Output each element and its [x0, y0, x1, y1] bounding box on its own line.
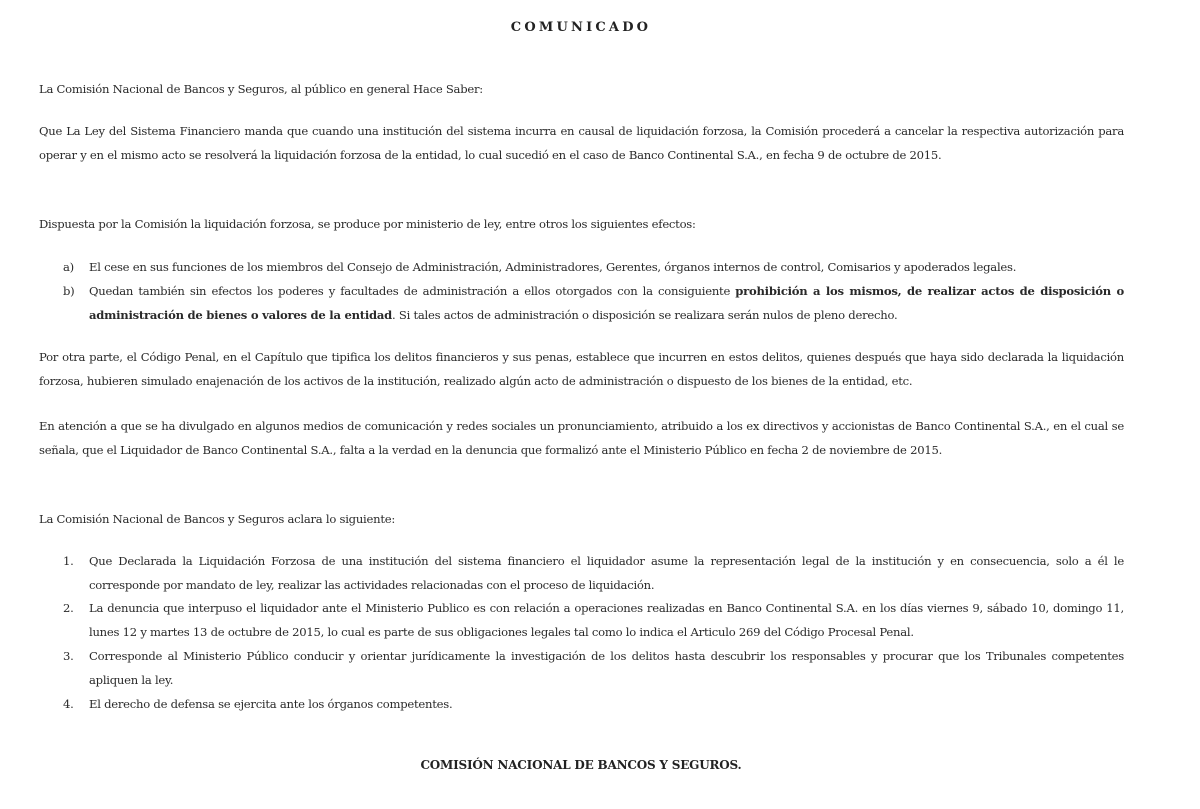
clarification-item-1 — [63, 550, 1124, 597]
clarification-item-3 — [63, 645, 1124, 692]
clarification-text: Corresponde al Ministerio Público conducir y orientar jurídicamente la investigación de los delitos hasta descubrir los responsables y procurar que los Tribunales competentes apliquen la ley. — [89, 649, 1124, 687]
document-title: COMUNICADO — [510, 20, 652, 35]
effect-text-regular: Quedan también sin efectos los poderes y facultades de administración a ellos otorgados con la consiguiente — [89, 284, 736, 298]
effect-text-bold: prohibición a los mismos, de realizar actos de disposición o administración de bienes o valores de la entidad — [89, 284, 1124, 322]
list-marker: a) — [63, 260, 74, 274]
paragraph-liquidacion-efectos: Dispuesta por la Comisión la liquidación forzosa, se produce por ministerio de ley, entre otros los siguientes efectos: — [39, 217, 696, 231]
effect-item-a — [63, 256, 1124, 280]
clarification-item-4 — [63, 693, 1124, 717]
list-number: 4. — [63, 697, 74, 711]
list-number: 2. — [63, 601, 74, 615]
effect-text: El cese en sus funciones de los miembros del Consejo de Administración, Administradores, Gerentes, órganos internos de control, Comisarios y apoderados legales. — [89, 260, 1017, 274]
clarification-item-2 — [63, 597, 1124, 644]
list-number: 1. — [63, 554, 74, 568]
clarification-text: El derecho de defensa se ejercita ante los órganos competentes. — [89, 697, 453, 711]
paragraph-aclara: La Comisión Nacional de Bancos y Seguros aclara lo siguiente: — [39, 512, 396, 526]
paragraph-pronunciamiento: En atención a que se ha divulgado en algunos medios de comunicación y redes sociales un pronunciamiento, atribuido a los ex directivos y accionistas de Banco Continental S.A., en el cual se señala, que el Liquidador de Banco Continental S.A., falta a la verdad en la denuncia que formalizó ante el Ministerio Público en fecha 2 de noviembre de 2015. — [39, 419, 1124, 457]
signature: COMISIÓN NACIONAL DE BANCOS Y SEGUROS. — [420, 758, 742, 772]
clarification-text: La denuncia que interpuso el liquidador ante el Ministerio Publico es con relación a operaciones realizadas en Banco Continental S.A. en los días viernes 9, sábado 10, domingo 11, lunes 12 y martes 13 de octubre de 2015, lo cual es parte de sus obligaciones legales tal como lo indica el Articulo 269 del Código Procesal Penal. — [89, 601, 1124, 639]
clarification-text: Que Declarada la Liquidación Forzosa de una institución del sistema financiero el liquidador asume la representación legal de la institución y en consecuencia, solo a él le corresponde por mandato de ley, realizar las actividades relacionadas con el proceso de liquidación. — [89, 554, 1124, 592]
intro-paragraph: La Comisión Nacional de Bancos y Seguros, al público en general Hace Saber: — [39, 82, 483, 96]
effect-text-after: . Si tales actos de administración o disposición se realizara serán nulos de pleno derecho. — [392, 307, 898, 322]
paragraph-codigo-penal: Por otra parte, el Código Penal, en el Capítulo que tipifica los delitos financieros y sus penas, establece que incurren en estos delitos, quienes después que haya sido declarada la liquidación forzosa, hubieren simulado enajenación de los activos de la institución, realizado algún acto de administración o dispuesto de los bienes de la entidad, etc. — [39, 350, 1124, 388]
paragraph-ley-sistema-financiero: Que La Ley del Sistema Financiero manda que cuando una institución del sistema incurra en causal de liquidación forzosa, la Comisión procederá a cancelar la respectiva autorización para operar y en el mismo acto se resolverá la liquidación forzosa de la entidad, lo cual sucedió en el caso de Banco Continental S.A., en fecha 9 de octubre de 2015. — [39, 124, 1124, 162]
list-marker: b) — [63, 284, 75, 298]
effect-item-b — [63, 280, 1124, 327]
list-number: 3. — [63, 649, 74, 663]
